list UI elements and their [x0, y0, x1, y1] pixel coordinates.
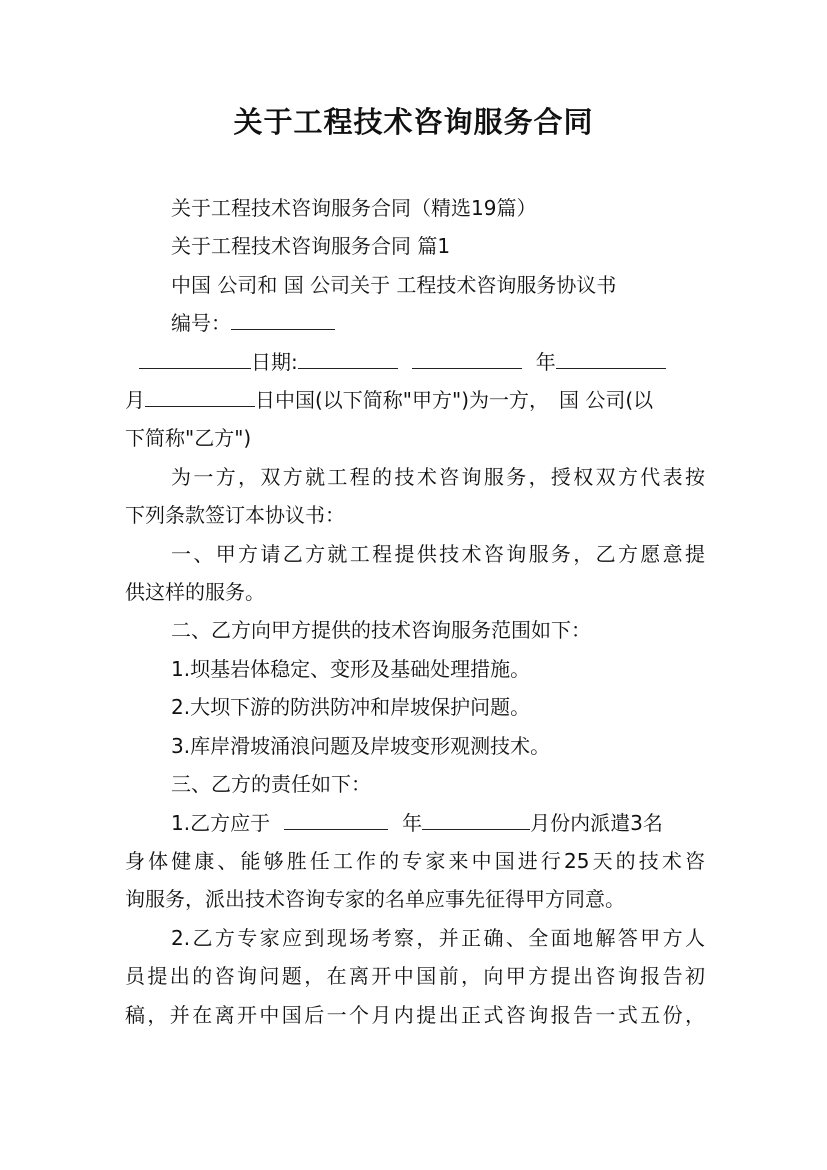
- paragraph-clause-3: 三、乙方的责任如下：: [171, 772, 371, 797]
- blank-line: [412, 347, 522, 369]
- paragraph-clause-2: 二、乙方向甲方提供的技术咨询服务范围如下：: [171, 618, 591, 643]
- blank-line: [556, 347, 666, 369]
- number-blank: [231, 308, 335, 330]
- blank-line: [284, 808, 388, 830]
- document-body: [125, 189, 705, 1034]
- paragraph-duty-1-cont: 询服务，派出技术咨询专家的名单应事先征得甲方同意。: [125, 887, 625, 912]
- paragraph-clause-1-cont: 供这样的服务。: [125, 580, 265, 605]
- paragraph-intro: 为一方，双方就工程的技术咨询服务，授权双方代表按: [171, 464, 705, 489]
- document-title: 关于工程技术咨询服务合同: [233, 105, 594, 139]
- paragraph-duty-2: 2.乙方专家应到现场考察，并正确、全面地解答甲方人: [171, 925, 705, 950]
- blank-line: [139, 347, 251, 369]
- blank-line: [298, 347, 398, 369]
- paragraph-clause-1: 一、甲方请乙方就工程提供技术咨询服务，乙方愿意提: [171, 541, 705, 566]
- paragraph-date-line: 日期: 年: [125, 343, 705, 381]
- paragraph-subtitle: 关于工程技术咨询服务合同（精选19篇）: [171, 196, 537, 220]
- paragraph-agreement-name: 中国 公司和 国 公司关于 工程技术咨询服务协议书: [171, 272, 617, 297]
- paragraph-duty-1: 1.乙方应于 年 月份内派遣3名: [125, 804, 705, 842]
- paragraph-duty-2-cont: 稿，并在离开中国后一个月内提出正式咨询报告一式五份，: [125, 1002, 705, 1027]
- blank-line: [145, 385, 255, 407]
- blank-line: [422, 808, 530, 830]
- paragraph-duty-2-cont: 员提出的咨询问题，在离开中国前，向甲方提出咨询报告初: [125, 964, 705, 989]
- list-item: 1.坝基岩体稳定、变形及基础处理措施。: [171, 656, 531, 681]
- paragraph-number: 编号：: [125, 304, 705, 342]
- paragraph-section-heading: 关于工程技术咨询服务合同 篇1: [171, 234, 451, 259]
- paragraph-party-a: 月 日中国(以下简称"甲方")为一方， 国 公司(以: [125, 381, 705, 419]
- paragraph-intro-cont: 下列条款签订本协议书：: [125, 503, 345, 528]
- list-item: 3.库岸滑坡涌浪问题及岸坡变形观测技术。: [171, 733, 551, 758]
- paragraph-party-b: 下简称"乙方"): [125, 426, 252, 451]
- paragraph-duty-1-cont: 身体健康、能够胜任工作的专家来中国进行25天的技术咨: [125, 848, 705, 873]
- list-item: 2.大坝下游的防洪防冲和岸坡保护问题。: [171, 695, 531, 720]
